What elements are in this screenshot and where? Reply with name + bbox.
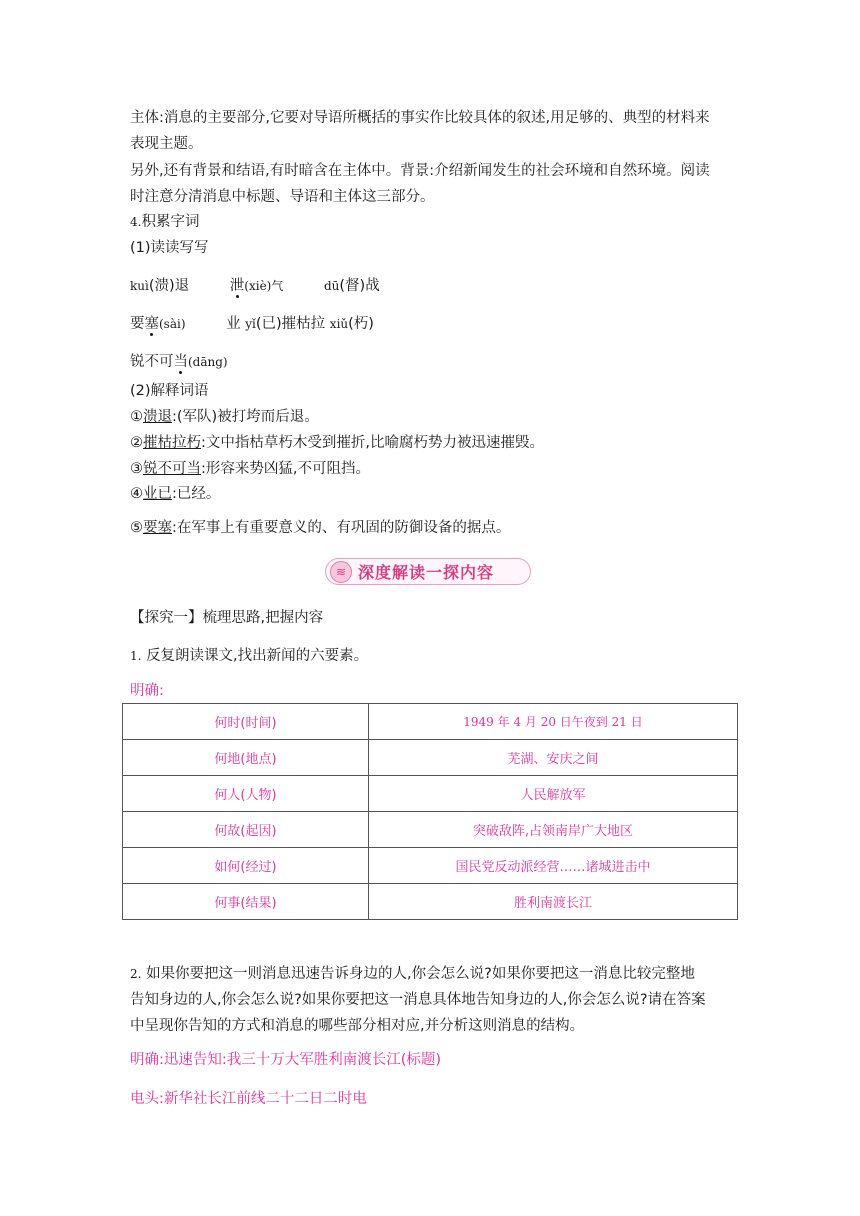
body-paragraph: 时注意分清消息中标题、导语和主体这三部分。 [130, 189, 435, 205]
term: 业已 [143, 486, 172, 502]
subsection-heading: (2)解释词语 [130, 383, 209, 399]
word: (朽) [348, 316, 374, 332]
pinyin: xiǔ [329, 317, 349, 331]
question-2-line: 告知身边的人,你会怎么说?如果你要把这一消息具体地告知身边的人,你会怎么说?请在答案 [130, 992, 706, 1008]
term: 要塞 [143, 520, 172, 536]
word: (督)战 [339, 278, 380, 294]
word: 锐不可 [130, 354, 174, 370]
table-row [123, 740, 738, 776]
table-row [123, 704, 738, 740]
table-cell: 1949 年 4 月 20 日午夜到 21 日 [369, 704, 738, 740]
word: (溃)退 [148, 278, 190, 294]
question-number: 2. [130, 967, 142, 981]
question-1 [130, 646, 368, 666]
definition-item: ③锐不可当:形容来势凶猛,不可阻挡。 [130, 461, 370, 477]
pinyin: kuì [130, 279, 149, 293]
section-number: 4. [130, 215, 142, 229]
definition-item: ④业已:已经。 [130, 486, 221, 502]
table-cell: 突破敌阵,占领南岸广大地区 [369, 812, 738, 848]
definition-item: ②摧枯拉朽:文中指枯草朽木受到摧折,比喻腐朽势力被迅速摧毁。 [130, 435, 544, 451]
answer-text: 电头:新华社长江前线二十二日二时电 [130, 1091, 367, 1107]
book-icon: ≋ [330, 561, 352, 583]
question-2-line: 中呈现你告知的方式和消息的哪些部分相对应,并分析这则消息的结构。 [130, 1018, 585, 1034]
word-row-1 [130, 276, 380, 296]
table-cell: 胜利南渡长江 [369, 884, 738, 920]
table-cell: 何故(起因) [123, 812, 369, 848]
table-row [123, 812, 738, 848]
question-text: 如果你要把这一则消息迅速告诉身边的人,你会怎么说?如果你要把这一消息比较完整地 [146, 966, 695, 982]
table-cell: 如何(经过) [123, 848, 369, 884]
body-paragraph: 另外,还有背景和结语,有时暗含在主体中。背景:介绍新闻发生的社会环境和自然环境。阅读 [130, 163, 710, 179]
word: 当 [173, 354, 188, 370]
table-cell: 国民党反动派经营……诸城进击中 [369, 848, 738, 884]
table-row [123, 884, 738, 920]
table-row [123, 776, 738, 812]
section-title: 积累字词 [141, 214, 200, 230]
term: 溃退 [143, 409, 172, 425]
answer-text: 明确:迅速告知:我三十万大军胜利南渡长江(标题) [130, 1052, 442, 1068]
table-cell: 何人(人物) [123, 776, 369, 812]
pinyin: yǐ [245, 317, 256, 331]
section-banner [325, 558, 531, 585]
word: 业 [226, 316, 241, 332]
question-2 [130, 964, 695, 984]
six-elements-table [122, 703, 738, 920]
section-heading-4 [130, 212, 199, 232]
body-paragraph: 表现主题。 [130, 136, 203, 152]
definition-item: ①溃退:(军队)被打垮而后退。 [130, 409, 319, 425]
explore-heading: 【探究一】梳理思路,把握内容 [130, 610, 324, 626]
pinyin: (xiè)气 [244, 279, 284, 293]
word: 塞 [144, 316, 159, 332]
question-number: 1. [130, 649, 142, 663]
table-cell: 何时(时间) [123, 704, 369, 740]
pinyin: dū [323, 279, 340, 293]
pinyin: (sài) [159, 317, 186, 331]
word: (已)摧枯拉 [255, 316, 326, 332]
definition-item: ⑤要塞:在军事上有重要意义的、有巩固的防御设备的据点。 [130, 520, 511, 536]
term: 锐不可当 [143, 461, 201, 477]
table-cell: 人民解放军 [369, 776, 738, 812]
table-cell: 芜湖、安庆之间 [369, 740, 738, 776]
banner-title: 深度解读一探内容 [358, 563, 495, 582]
word: 泄 [229, 278, 245, 294]
body-paragraph: 主体:消息的主要部分,它要对导语所概括的事实作比较具体的叙述,用足够的、典型的材料来 [130, 110, 710, 126]
subsection-heading: (1)读读写写 [130, 240, 209, 256]
question-text: 反复朗读课文,找出新闻的六要素。 [146, 648, 369, 664]
word-row-3 [130, 352, 228, 372]
table-cell: 何事(结果) [123, 884, 369, 920]
table-row [123, 848, 738, 884]
table-cell: 何地(地点) [123, 740, 369, 776]
word: 要 [130, 316, 145, 332]
term: 摧枯拉朽 [143, 435, 201, 451]
answer-label: 明确: [130, 683, 164, 699]
word-row-2 [130, 314, 374, 334]
pinyin: (dāng) [188, 355, 228, 369]
